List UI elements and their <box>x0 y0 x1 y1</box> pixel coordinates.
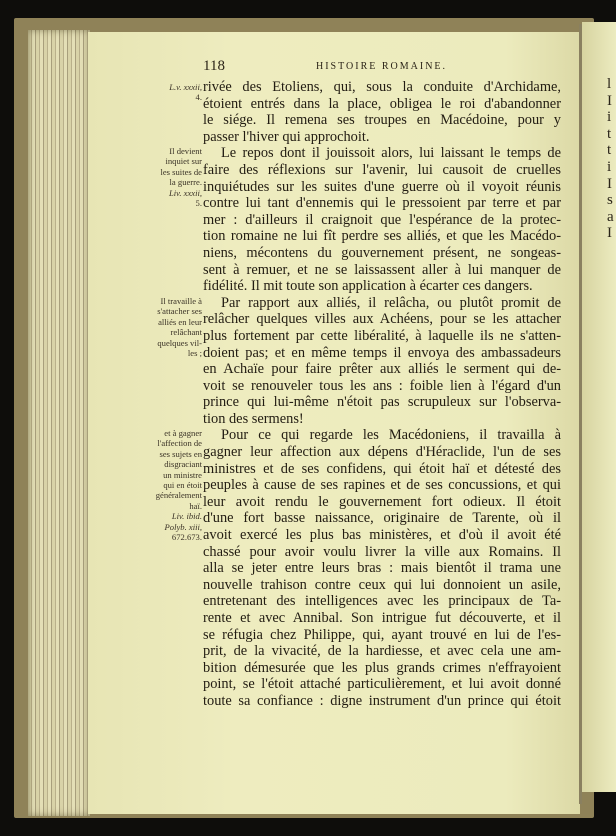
text-line: bition démesurée que les plus grands crimes n'effrayoient <box>203 659 561 676</box>
text-line: contre lui tant d'ennemis qui le pressoient par terre et par <box>203 195 561 212</box>
text-line: d'une fort basse naissance, originaire de Tarente, où il <box>203 510 561 527</box>
margin-note-line: 5. <box>195 198 202 209</box>
text-line: faire des réflexions sur l'avenir, lui causoit de cruelles <box>203 161 561 178</box>
margin-note-line: L.v. xxxii, <box>169 82 202 92</box>
text-line: prince qui lui-même n'étoit pas scrupuleux sur l'observa- <box>203 394 561 411</box>
margin-note-line: 4. <box>195 92 202 103</box>
facing-page-letter: i <box>607 159 612 175</box>
page-number: 118 <box>203 58 225 74</box>
facing-page-letter: t <box>607 125 612 142</box>
margin-note-line: et à gagner <box>164 428 202 438</box>
text-line: étoient entrés dans la place, obligea le roi d'abandonner <box>203 95 561 112</box>
text-line: tion des sermens! <box>203 410 304 427</box>
margin-note-line: Il travaille à <box>160 296 202 306</box>
text-line: gagner leur affection aux dépens d'Héraclide, l'un de ses <box>203 444 561 461</box>
margin-note-line: Polyb. xiii, <box>164 521 202 532</box>
margin-note-subjects <box>138 428 202 542</box>
text-line: doient pas; et en même temps il envoya des ambassadeurs <box>203 344 561 361</box>
text-line: inquiétudes sur les suites d'une guerre où il voyoit réunis <box>203 178 561 195</box>
margin-note-line: la guerre. <box>169 177 202 188</box>
margin-note-line: quelques vil- <box>157 337 202 348</box>
margin-note-line: l'affection de <box>157 438 202 449</box>
margin-note-line: alliés en leur <box>158 316 202 327</box>
text-line: Le repos dont il jouissoit alors, lui laissant le temps de <box>221 145 561 162</box>
facing-page-letter: i <box>607 109 612 126</box>
margin-note-line: un ministre <box>163 469 202 480</box>
facing-page-letter: I <box>607 175 612 192</box>
running-title: HISTOIRE ROMAINE. <box>316 61 448 72</box>
text-line: en Achaïe pour faire prêter aux alliés le serment qui de- <box>203 361 561 378</box>
margin-note-line: Il devient <box>169 146 202 156</box>
text-line: Par rapport aux alliés, il relâcha, ou plutôt promit de <box>221 294 561 311</box>
text-line: leur avoit rendu le gouvernement fort odieux. Il étoit <box>203 493 561 510</box>
text-line: rivée des Etoliens, qui, sous la conduite d'Archidame, <box>203 79 561 95</box>
facing-page-letter: I <box>607 92 612 109</box>
text-line: avoit exercé les plus bas ministères, et d'où il avoit été <box>203 527 561 544</box>
text-line: Pour ce qui regarde les Macédoniens, il travailla à <box>221 427 561 444</box>
margin-note-line: 672.673. <box>171 532 202 543</box>
text-line: point, se l'étoit attaché particulièrement, et lui avoit donné <box>203 676 561 693</box>
margin-note-line: haï. <box>189 500 202 511</box>
text-line: niens, mécontens du gouvernement présent, ne songeas- <box>203 244 561 261</box>
text-line: entretenant des intelligences avec les principaux de Ta- <box>203 593 561 610</box>
facing-page-letter: I <box>607 225 612 242</box>
text-line: fidélité. Il mit toute son application à écarter ces dangers. <box>203 278 533 295</box>
margin-note-line: les ; <box>187 348 202 359</box>
text-line: ministres et de ses confidens, qui étoit haï et détesté des <box>203 460 561 477</box>
text-line: rente et avec Annibal. Son intrigue fut découverte, et il <box>203 610 561 626</box>
text-line: alla se jeter entre leurs bras : mais bientôt il trama une <box>203 560 561 577</box>
facing-page-letter: a <box>607 208 614 225</box>
text-line: sent à remuer, et ne se laissassent aller à lui manquer de <box>203 261 561 278</box>
margin-note-line: Liv. ibid. <box>171 511 202 522</box>
text-line: nouvelle trahison contre ceux qui lui donnoient un asile, <box>203 576 561 593</box>
margin-note-line: s'attacher ses <box>157 306 202 317</box>
text-line: passer l'hiver qui approchoit. <box>203 128 370 145</box>
margin-note-allies <box>138 296 202 358</box>
text-line: plus fortement par cette libéralité, à laquelle ils ne s'atten- <box>203 327 561 344</box>
text-line: toute sa confiance : digne instrument d'un prince qui étoit <box>203 692 561 709</box>
text-line: tion romaine ne lui fît perdre ses alliés, et que les Macédo- <box>203 228 561 245</box>
margin-note-reference <box>138 82 202 103</box>
text-line: le siége. Il remena ses troupes en Macédoine, pour y <box>203 112 561 129</box>
text-line: mer : d'ailleurs il craignoit que l'espérance de la protec- <box>203 211 561 228</box>
text-line: prit, de la vivacité, de la hardiesse, et avec cela une am- <box>203 643 561 660</box>
page-stack-edge <box>28 30 90 816</box>
margin-note-line: les suites de <box>160 166 202 177</box>
margin-note-worries <box>138 146 202 208</box>
text-line: se réfugia chez Philippe, qui, ayant trouvé en lui de l'es- <box>203 626 561 643</box>
margin-note-line: Liv. xxxii, <box>168 187 202 198</box>
margin-note-line: relâchant <box>170 327 202 338</box>
margin-note-line: disgraciant <box>164 459 202 470</box>
text-line: voit se renouveler tous les ans : foible lien à l'égard d'un <box>203 377 561 394</box>
text-line: relâcher quelques villes aux Achéens, pour se les attacher <box>203 311 561 328</box>
margin-note-line: qui en étoit <box>163 480 202 491</box>
body-text <box>203 79 561 710</box>
facing-page-letter: t <box>607 142 612 159</box>
margin-note-line: inquiet sur <box>165 156 202 167</box>
facing-page-letter: l <box>607 76 612 92</box>
margin-note-line: généralement <box>155 490 202 501</box>
margin-note-line: ses sujets en <box>159 448 202 459</box>
facing-page-letter: s <box>607 192 613 209</box>
text-line: peuples à cause de ses rapines et de ses concussions, et qui <box>203 477 561 494</box>
text-line: chassé pour avoir voulu livrer la ville aux Romains. Il <box>203 543 561 560</box>
